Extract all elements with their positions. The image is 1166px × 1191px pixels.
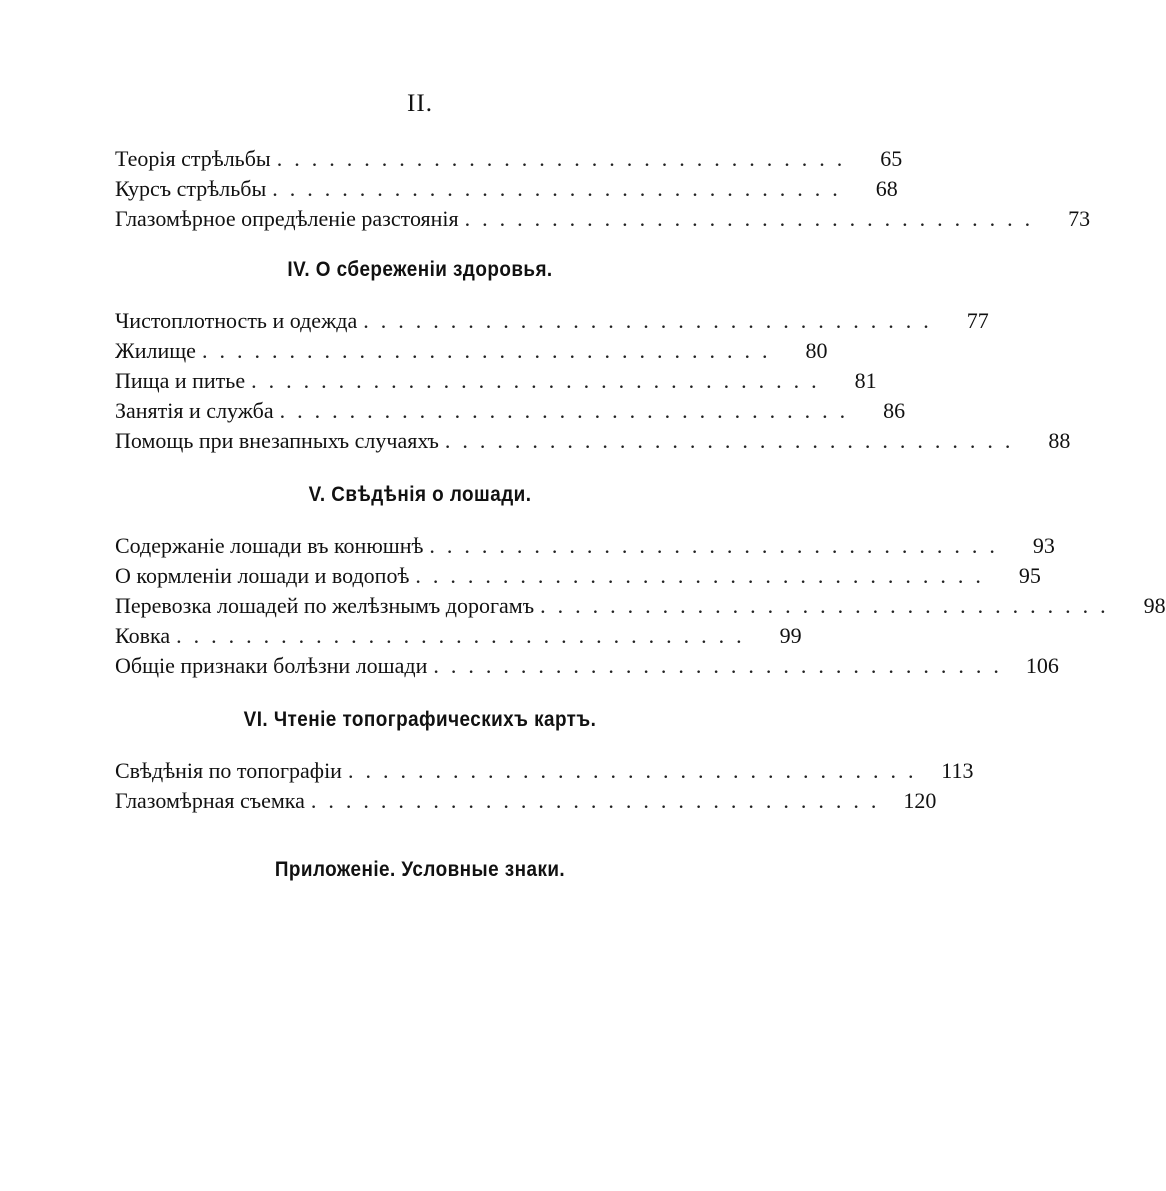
- toc-entry[interactable]: [115, 756, 974, 786]
- toc-entry[interactable]: [115, 426, 1071, 456]
- toc-entry-page: 113: [941, 758, 974, 783]
- dot-leader: .................................: [429, 533, 1007, 558]
- toc-entry[interactable]: [115, 306, 989, 336]
- toc-entry-title: Глазомѣрное опредѣленіе разстоянія: [115, 206, 459, 231]
- section-heading-topography: VI. Чтеніе топографическихъ картъ.: [243, 708, 597, 731]
- toc-entry[interactable]: [115, 144, 903, 174]
- toc-entry-title: Чистоплотность и одежда: [115, 308, 358, 333]
- toc-entry-title: Ковка: [115, 623, 171, 648]
- toc-entry-page: 88: [1048, 428, 1071, 453]
- appendix-heading: Приложеніе. Условные знаки.: [274, 858, 566, 881]
- toc-entry-page: 81: [854, 368, 877, 393]
- dot-leader: .................................: [310, 788, 889, 813]
- dot-leader: .................................: [251, 368, 829, 393]
- dot-leader: .................................: [540, 593, 1118, 618]
- dot-leader: .................................: [415, 563, 993, 588]
- toc-entry-page: 65: [880, 146, 903, 171]
- toc-entry[interactable]: [115, 561, 1041, 591]
- toc-entry-title: Занятія и служба: [115, 398, 274, 423]
- toc-group-shooting: [115, 144, 1091, 234]
- dot-leader: .................................: [201, 338, 780, 363]
- toc-entry-title: Теорія стрѣльбы: [115, 146, 271, 171]
- toc-entry[interactable]: [115, 204, 1091, 234]
- page-number: II.: [407, 90, 433, 117]
- toc-entry-page: 120: [903, 788, 937, 813]
- toc-entry-page: 77: [966, 308, 989, 333]
- dot-leader: .................................: [272, 176, 850, 201]
- dot-leader: .................................: [433, 653, 1011, 678]
- toc-entry[interactable]: [115, 336, 828, 366]
- toc-group-topography: [115, 756, 974, 816]
- section-heading-horse: V. Свѣдѣнія о лошади.: [308, 483, 532, 506]
- toc-entry-title: Содержаніе лошади въ конюшнѣ: [115, 533, 424, 558]
- toc-entry-title: Пища и питье: [115, 368, 246, 393]
- toc-group-horse: [115, 531, 1166, 681]
- toc-entry-page: 86: [883, 398, 906, 423]
- toc-entry-title: О кормленіи лошади и водопоѣ: [115, 563, 410, 588]
- toc-entry-page: 106: [1025, 653, 1059, 678]
- toc-entry-title: Помощь при внезапныхъ случаяхъ: [115, 428, 439, 453]
- toc-entry-title: Свѣдѣнія по топографіи: [115, 758, 342, 783]
- toc-group-health: [115, 306, 1071, 456]
- toc-entry-page: 68: [875, 176, 898, 201]
- toc-entry[interactable]: [115, 651, 1059, 681]
- dot-leader: .................................: [176, 623, 754, 648]
- toc-entry[interactable]: [115, 396, 906, 426]
- toc-entry[interactable]: [115, 621, 802, 651]
- dot-leader: .................................: [276, 146, 855, 171]
- dot-leader: .................................: [363, 308, 941, 333]
- toc-entry-page: 80: [805, 338, 828, 363]
- toc-entry-title: Жилище: [115, 338, 196, 363]
- toc-entry-page: 93: [1032, 533, 1055, 558]
- toc-entry-title: Общіе признаки болѣзни лошади: [115, 653, 428, 678]
- toc-entry[interactable]: [115, 366, 877, 396]
- dot-leader: .................................: [347, 758, 926, 783]
- toc-entry-page: 73: [1068, 206, 1091, 231]
- toc-entry-page: 98: [1143, 593, 1166, 618]
- section-heading-health: IV. О сбереженіи здоровья.: [287, 258, 553, 281]
- toc-entry[interactable]: [115, 531, 1055, 561]
- toc-entry[interactable]: [115, 174, 898, 204]
- dot-leader: .................................: [464, 206, 1043, 231]
- dot-leader: .................................: [279, 398, 858, 423]
- toc-entry-page: 95: [1018, 563, 1041, 588]
- toc-entry-title: Курсъ стрѣльбы: [115, 176, 267, 201]
- toc-entry[interactable]: [115, 786, 937, 816]
- toc-entry[interactable]: [115, 591, 1166, 621]
- toc-entry-title: Перевозка лошадей по желѣзнымъ дорогамъ: [115, 593, 535, 618]
- toc-entry-title: Глазомѣрная съемка: [115, 788, 305, 813]
- toc-entry-page: 99: [779, 623, 802, 648]
- dot-leader: .................................: [444, 428, 1023, 453]
